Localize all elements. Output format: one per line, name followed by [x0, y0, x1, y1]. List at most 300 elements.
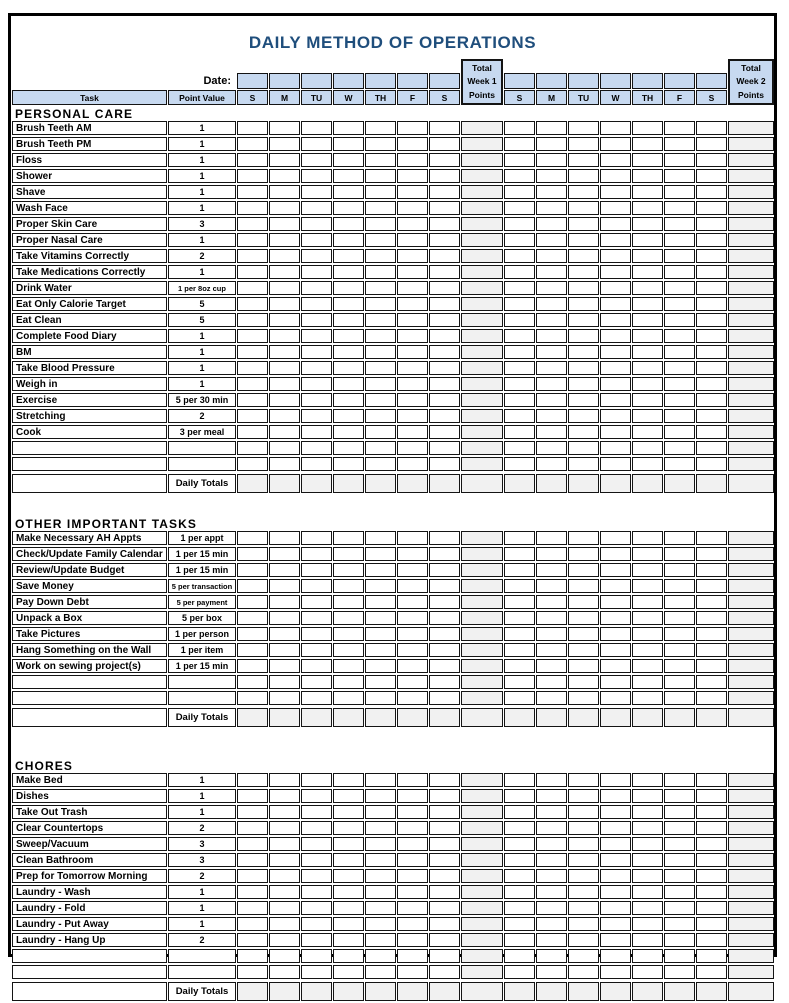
week1-points-cell[interactable] [461, 949, 503, 963]
day-mark-cell[interactable] [397, 965, 428, 979]
day-mark-cell[interactable] [301, 345, 332, 359]
day-mark-cell[interactable] [301, 885, 332, 899]
day-mark-cell[interactable] [504, 627, 535, 641]
day-mark-cell[interactable] [237, 611, 268, 625]
day-mark-cell[interactable] [504, 393, 535, 407]
day-mark-cell[interactable] [664, 837, 695, 851]
day-mark-cell[interactable] [333, 675, 364, 689]
day-mark-cell[interactable] [632, 853, 663, 867]
day-mark-cell[interactable] [632, 297, 663, 311]
day-mark-cell[interactable] [301, 933, 332, 947]
day-mark-cell[interactable] [269, 233, 300, 247]
day-mark-cell[interactable] [664, 933, 695, 947]
day-mark-cell[interactable] [504, 137, 535, 151]
week2-points-cell[interactable] [728, 708, 774, 727]
day-mark-cell[interactable] [664, 153, 695, 167]
day-mark-cell[interactable] [600, 885, 631, 899]
day-mark-cell[interactable] [600, 901, 631, 915]
week1-points-cell[interactable] [461, 691, 503, 705]
day-mark-cell[interactable] [504, 201, 535, 215]
day-mark-cell[interactable] [664, 409, 695, 423]
week2-points-cell[interactable] [728, 949, 774, 963]
day-mark-cell[interactable] [333, 773, 364, 787]
day-mark-cell[interactable] [237, 643, 268, 657]
day-mark-cell[interactable] [632, 185, 663, 199]
day-mark-cell[interactable] [664, 563, 695, 577]
day-mark-cell[interactable] [600, 675, 631, 689]
day-mark-cell[interactable] [536, 185, 567, 199]
day-mark-cell[interactable] [696, 329, 727, 343]
day-mark-cell[interactable] [504, 265, 535, 279]
day-mark-cell[interactable] [397, 691, 428, 705]
day-mark-cell[interactable] [632, 153, 663, 167]
day-mark-cell[interactable] [664, 965, 695, 979]
day-mark-cell[interactable] [696, 313, 727, 327]
day-mark-cell[interactable] [269, 901, 300, 915]
week2-points-cell[interactable] [728, 965, 774, 979]
day-mark-cell[interactable] [237, 691, 268, 705]
day-mark-cell[interactable] [664, 425, 695, 439]
day-mark-cell[interactable] [429, 217, 460, 231]
day-mark-cell[interactable] [365, 217, 396, 231]
day-mark-cell[interactable] [600, 153, 631, 167]
daily-total-day-cell[interactable] [237, 708, 268, 727]
day-mark-cell[interactable] [237, 201, 268, 215]
day-mark-cell[interactable] [536, 217, 567, 231]
day-mark-cell[interactable] [333, 185, 364, 199]
day-mark-cell[interactable] [301, 901, 332, 915]
day-mark-cell[interactable] [664, 169, 695, 183]
week2-points-cell[interactable] [728, 329, 774, 343]
day-mark-cell[interactable] [365, 691, 396, 705]
day-mark-cell[interactable] [632, 869, 663, 883]
day-mark-cell[interactable] [600, 393, 631, 407]
day-mark-cell[interactable] [568, 345, 599, 359]
day-mark-cell[interactable] [632, 531, 663, 545]
day-mark-cell[interactable] [237, 579, 268, 593]
day-mark-cell[interactable] [269, 563, 300, 577]
week2-points-cell[interactable] [728, 611, 774, 625]
day-mark-cell[interactable] [397, 773, 428, 787]
day-mark-cell[interactable] [429, 773, 460, 787]
day-mark-cell[interactable] [301, 853, 332, 867]
day-mark-cell[interactable] [269, 821, 300, 835]
day-mark-cell[interactable] [568, 675, 599, 689]
day-mark-cell[interactable] [696, 611, 727, 625]
day-mark-cell[interactable] [269, 773, 300, 787]
day-mark-cell[interactable] [365, 393, 396, 407]
day-mark-cell[interactable] [301, 201, 332, 215]
day-mark-cell[interactable] [696, 249, 727, 263]
day-mark-cell[interactable] [269, 627, 300, 641]
daily-total-day-cell[interactable] [397, 474, 428, 493]
day-mark-cell[interactable] [333, 329, 364, 343]
day-mark-cell[interactable] [301, 547, 332, 561]
day-mark-cell[interactable] [536, 579, 567, 593]
daily-total-day-cell[interactable] [301, 474, 332, 493]
day-mark-cell[interactable] [429, 901, 460, 915]
day-mark-cell[interactable] [429, 917, 460, 931]
date-cell[interactable] [664, 73, 695, 89]
day-mark-cell[interactable] [365, 547, 396, 561]
day-mark-cell[interactable] [536, 965, 567, 979]
daily-total-day-cell[interactable] [269, 474, 300, 493]
day-mark-cell[interactable] [632, 901, 663, 915]
day-mark-cell[interactable] [664, 595, 695, 609]
day-mark-cell[interactable] [237, 329, 268, 343]
day-mark-cell[interactable] [632, 169, 663, 183]
day-mark-cell[interactable] [397, 627, 428, 641]
day-mark-cell[interactable] [504, 821, 535, 835]
day-mark-cell[interactable] [429, 563, 460, 577]
day-mark-cell[interactable] [600, 377, 631, 391]
day-mark-cell[interactable] [696, 425, 727, 439]
day-mark-cell[interactable] [429, 457, 460, 471]
day-mark-cell[interactable] [365, 425, 396, 439]
day-mark-cell[interactable] [397, 531, 428, 545]
week2-points-cell[interactable] [728, 345, 774, 359]
day-mark-cell[interactable] [365, 297, 396, 311]
day-mark-cell[interactable] [237, 949, 268, 963]
day-mark-cell[interactable] [429, 611, 460, 625]
day-mark-cell[interactable] [536, 265, 567, 279]
day-mark-cell[interactable] [397, 345, 428, 359]
day-mark-cell[interactable] [696, 917, 727, 931]
day-mark-cell[interactable] [397, 675, 428, 689]
day-mark-cell[interactable] [632, 217, 663, 231]
day-mark-cell[interactable] [333, 853, 364, 867]
day-mark-cell[interactable] [397, 837, 428, 851]
day-mark-cell[interactable] [664, 201, 695, 215]
day-mark-cell[interactable] [237, 185, 268, 199]
day-mark-cell[interactable] [568, 595, 599, 609]
daily-total-day-cell[interactable] [237, 474, 268, 493]
day-mark-cell[interactable] [536, 329, 567, 343]
day-mark-cell[interactable] [504, 377, 535, 391]
date-cell[interactable] [301, 73, 332, 89]
day-mark-cell[interactable] [397, 805, 428, 819]
day-mark-cell[interactable] [600, 773, 631, 787]
day-mark-cell[interactable] [536, 691, 567, 705]
day-mark-cell[interactable] [600, 185, 631, 199]
week1-points-cell[interactable] [461, 233, 503, 247]
week2-points-cell[interactable] [728, 563, 774, 577]
day-mark-cell[interactable] [429, 201, 460, 215]
day-mark-cell[interactable] [365, 153, 396, 167]
day-mark-cell[interactable] [696, 377, 727, 391]
day-mark-cell[interactable] [237, 169, 268, 183]
day-mark-cell[interactable] [536, 837, 567, 851]
day-mark-cell[interactable] [301, 185, 332, 199]
day-mark-cell[interactable] [333, 933, 364, 947]
day-mark-cell[interactable] [536, 281, 567, 295]
day-mark-cell[interactable] [237, 265, 268, 279]
day-mark-cell[interactable] [536, 933, 567, 947]
day-mark-cell[interactable] [269, 281, 300, 295]
day-mark-cell[interactable] [269, 837, 300, 851]
day-mark-cell[interactable] [365, 917, 396, 931]
day-mark-cell[interactable] [269, 457, 300, 471]
week1-points-cell[interactable] [461, 885, 503, 899]
day-mark-cell[interactable] [429, 137, 460, 151]
day-mark-cell[interactable] [269, 121, 300, 135]
day-mark-cell[interactable] [333, 137, 364, 151]
day-mark-cell[interactable] [429, 441, 460, 455]
day-mark-cell[interactable] [429, 153, 460, 167]
daily-total-day-cell[interactable] [429, 708, 460, 727]
week2-points-cell[interactable] [728, 853, 774, 867]
week2-points-cell[interactable] [728, 313, 774, 327]
week1-points-cell[interactable] [461, 789, 503, 803]
day-mark-cell[interactable] [237, 837, 268, 851]
day-mark-cell[interactable] [536, 659, 567, 673]
week1-points-cell[interactable] [461, 137, 503, 151]
day-mark-cell[interactable] [664, 313, 695, 327]
day-mark-cell[interactable] [664, 393, 695, 407]
daily-total-day-cell[interactable] [504, 474, 535, 493]
day-mark-cell[interactable] [536, 789, 567, 803]
day-mark-cell[interactable] [504, 595, 535, 609]
day-mark-cell[interactable] [632, 965, 663, 979]
day-mark-cell[interactable] [429, 345, 460, 359]
day-mark-cell[interactable] [568, 611, 599, 625]
day-mark-cell[interactable] [632, 837, 663, 851]
day-mark-cell[interactable] [600, 217, 631, 231]
daily-total-day-cell[interactable] [333, 708, 364, 727]
day-mark-cell[interactable] [504, 885, 535, 899]
day-mark-cell[interactable] [632, 457, 663, 471]
day-mark-cell[interactable] [269, 329, 300, 343]
week2-points-cell[interactable] [728, 579, 774, 593]
day-mark-cell[interactable] [600, 563, 631, 577]
date-cell[interactable] [696, 73, 727, 89]
day-mark-cell[interactable] [536, 675, 567, 689]
day-mark-cell[interactable] [301, 409, 332, 423]
day-mark-cell[interactable] [269, 441, 300, 455]
day-mark-cell[interactable] [429, 949, 460, 963]
date-cell[interactable] [568, 73, 599, 89]
day-mark-cell[interactable] [536, 169, 567, 183]
day-mark-cell[interactable] [664, 233, 695, 247]
day-mark-cell[interactable] [397, 201, 428, 215]
day-mark-cell[interactable] [365, 837, 396, 851]
day-mark-cell[interactable] [696, 965, 727, 979]
day-mark-cell[interactable] [664, 265, 695, 279]
day-mark-cell[interactable] [632, 949, 663, 963]
date-cell[interactable] [333, 73, 364, 89]
week1-points-cell[interactable] [461, 675, 503, 689]
day-mark-cell[interactable] [301, 869, 332, 883]
day-mark-cell[interactable] [429, 675, 460, 689]
day-mark-cell[interactable] [301, 457, 332, 471]
day-mark-cell[interactable] [365, 377, 396, 391]
week1-points-cell[interactable] [461, 201, 503, 215]
day-mark-cell[interactable] [536, 595, 567, 609]
daily-total-day-cell[interactable] [365, 708, 396, 727]
day-mark-cell[interactable] [600, 869, 631, 883]
day-mark-cell[interactable] [568, 281, 599, 295]
day-mark-cell[interactable] [365, 441, 396, 455]
day-mark-cell[interactable] [397, 885, 428, 899]
day-mark-cell[interactable] [397, 611, 428, 625]
day-mark-cell[interactable] [536, 917, 567, 931]
day-mark-cell[interactable] [664, 821, 695, 835]
date-cell[interactable] [237, 73, 268, 89]
day-mark-cell[interactable] [504, 409, 535, 423]
day-mark-cell[interactable] [397, 137, 428, 151]
day-mark-cell[interactable] [568, 393, 599, 407]
day-mark-cell[interactable] [664, 361, 695, 375]
daily-total-day-cell[interactable] [664, 474, 695, 493]
day-mark-cell[interactable] [504, 933, 535, 947]
day-mark-cell[interactable] [365, 563, 396, 577]
week2-points-cell[interactable] [728, 185, 774, 199]
day-mark-cell[interactable] [397, 281, 428, 295]
day-mark-cell[interactable] [696, 547, 727, 561]
day-mark-cell[interactable] [536, 627, 567, 641]
day-mark-cell[interactable] [333, 949, 364, 963]
day-mark-cell[interactable] [504, 297, 535, 311]
day-mark-cell[interactable] [237, 361, 268, 375]
day-mark-cell[interactable] [600, 121, 631, 135]
day-mark-cell[interactable] [504, 805, 535, 819]
day-mark-cell[interactable] [600, 789, 631, 803]
day-mark-cell[interactable] [536, 901, 567, 915]
day-mark-cell[interactable] [568, 965, 599, 979]
day-mark-cell[interactable] [568, 137, 599, 151]
day-mark-cell[interactable] [333, 659, 364, 673]
week1-points-cell[interactable] [461, 659, 503, 673]
day-mark-cell[interactable] [333, 345, 364, 359]
day-mark-cell[interactable] [269, 313, 300, 327]
day-mark-cell[interactable] [536, 949, 567, 963]
week1-points-cell[interactable] [461, 329, 503, 343]
week2-points-cell[interactable] [728, 917, 774, 931]
day-mark-cell[interactable] [696, 121, 727, 135]
week2-points-cell[interactable] [728, 297, 774, 311]
day-mark-cell[interactable] [397, 789, 428, 803]
day-mark-cell[interactable] [237, 869, 268, 883]
day-mark-cell[interactable] [237, 659, 268, 673]
week2-points-cell[interactable] [728, 869, 774, 883]
day-mark-cell[interactable] [365, 329, 396, 343]
week1-points-cell[interactable] [461, 441, 503, 455]
day-mark-cell[interactable] [397, 563, 428, 577]
day-mark-cell[interactable] [504, 249, 535, 263]
day-mark-cell[interactable] [333, 691, 364, 705]
day-mark-cell[interactable] [397, 169, 428, 183]
day-mark-cell[interactable] [568, 917, 599, 931]
day-mark-cell[interactable] [365, 201, 396, 215]
week1-points-cell[interactable] [461, 474, 503, 493]
day-mark-cell[interactable] [600, 837, 631, 851]
day-mark-cell[interactable] [632, 329, 663, 343]
day-mark-cell[interactable] [696, 153, 727, 167]
week1-points-cell[interactable] [461, 643, 503, 657]
day-mark-cell[interactable] [269, 345, 300, 359]
day-mark-cell[interactable] [333, 643, 364, 657]
day-mark-cell[interactable] [333, 837, 364, 851]
day-mark-cell[interactable] [600, 949, 631, 963]
daily-total-day-cell[interactable] [600, 708, 631, 727]
day-mark-cell[interactable] [429, 821, 460, 835]
day-mark-cell[interactable] [429, 531, 460, 545]
day-mark-cell[interactable] [269, 691, 300, 705]
daily-total-day-cell[interactable] [632, 708, 663, 727]
week1-points-cell[interactable] [461, 821, 503, 835]
day-mark-cell[interactable] [301, 691, 332, 705]
day-mark-cell[interactable] [504, 153, 535, 167]
day-mark-cell[interactable] [333, 917, 364, 931]
day-mark-cell[interactable] [568, 457, 599, 471]
day-mark-cell[interactable] [237, 377, 268, 391]
day-mark-cell[interactable] [696, 393, 727, 407]
day-mark-cell[interactable] [696, 659, 727, 673]
day-mark-cell[interactable] [429, 643, 460, 657]
day-mark-cell[interactable] [301, 361, 332, 375]
day-mark-cell[interactable] [504, 611, 535, 625]
day-mark-cell[interactable] [237, 563, 268, 577]
week2-points-cell[interactable] [728, 457, 774, 471]
week2-points-cell[interactable] [728, 249, 774, 263]
day-mark-cell[interactable] [301, 153, 332, 167]
day-mark-cell[interactable] [429, 233, 460, 247]
day-mark-cell[interactable] [632, 627, 663, 641]
week1-points-cell[interactable] [461, 265, 503, 279]
week2-points-cell[interactable] [728, 233, 774, 247]
day-mark-cell[interactable] [600, 345, 631, 359]
day-mark-cell[interactable] [301, 249, 332, 263]
day-mark-cell[interactable] [333, 869, 364, 883]
day-mark-cell[interactable] [429, 627, 460, 641]
day-mark-cell[interactable] [365, 265, 396, 279]
day-mark-cell[interactable] [237, 457, 268, 471]
day-mark-cell[interactable] [365, 595, 396, 609]
day-mark-cell[interactable] [504, 853, 535, 867]
day-mark-cell[interactable] [269, 531, 300, 545]
day-mark-cell[interactable] [365, 611, 396, 625]
week2-points-cell[interactable] [728, 691, 774, 705]
day-mark-cell[interactable] [365, 885, 396, 899]
week2-points-cell[interactable] [728, 377, 774, 391]
day-mark-cell[interactable] [365, 137, 396, 151]
day-mark-cell[interactable] [664, 531, 695, 545]
day-mark-cell[interactable] [269, 169, 300, 183]
day-mark-cell[interactable] [333, 805, 364, 819]
day-mark-cell[interactable] [664, 773, 695, 787]
day-mark-cell[interactable] [333, 249, 364, 263]
day-mark-cell[interactable] [301, 675, 332, 689]
week2-points-cell[interactable] [728, 281, 774, 295]
day-mark-cell[interactable] [301, 265, 332, 279]
day-mark-cell[interactable] [664, 345, 695, 359]
day-mark-cell[interactable] [504, 563, 535, 577]
day-mark-cell[interactable] [600, 595, 631, 609]
day-mark-cell[interactable] [269, 217, 300, 231]
day-mark-cell[interactable] [504, 361, 535, 375]
day-mark-cell[interactable] [632, 409, 663, 423]
week1-points-cell[interactable] [461, 377, 503, 391]
day-mark-cell[interactable] [269, 965, 300, 979]
day-mark-cell[interactable] [664, 217, 695, 231]
day-mark-cell[interactable] [237, 789, 268, 803]
day-mark-cell[interactable] [696, 691, 727, 705]
day-mark-cell[interactable] [600, 265, 631, 279]
day-mark-cell[interactable] [632, 821, 663, 835]
week2-points-cell[interactable] [728, 169, 774, 183]
day-mark-cell[interactable] [269, 659, 300, 673]
week1-points-cell[interactable] [461, 217, 503, 231]
